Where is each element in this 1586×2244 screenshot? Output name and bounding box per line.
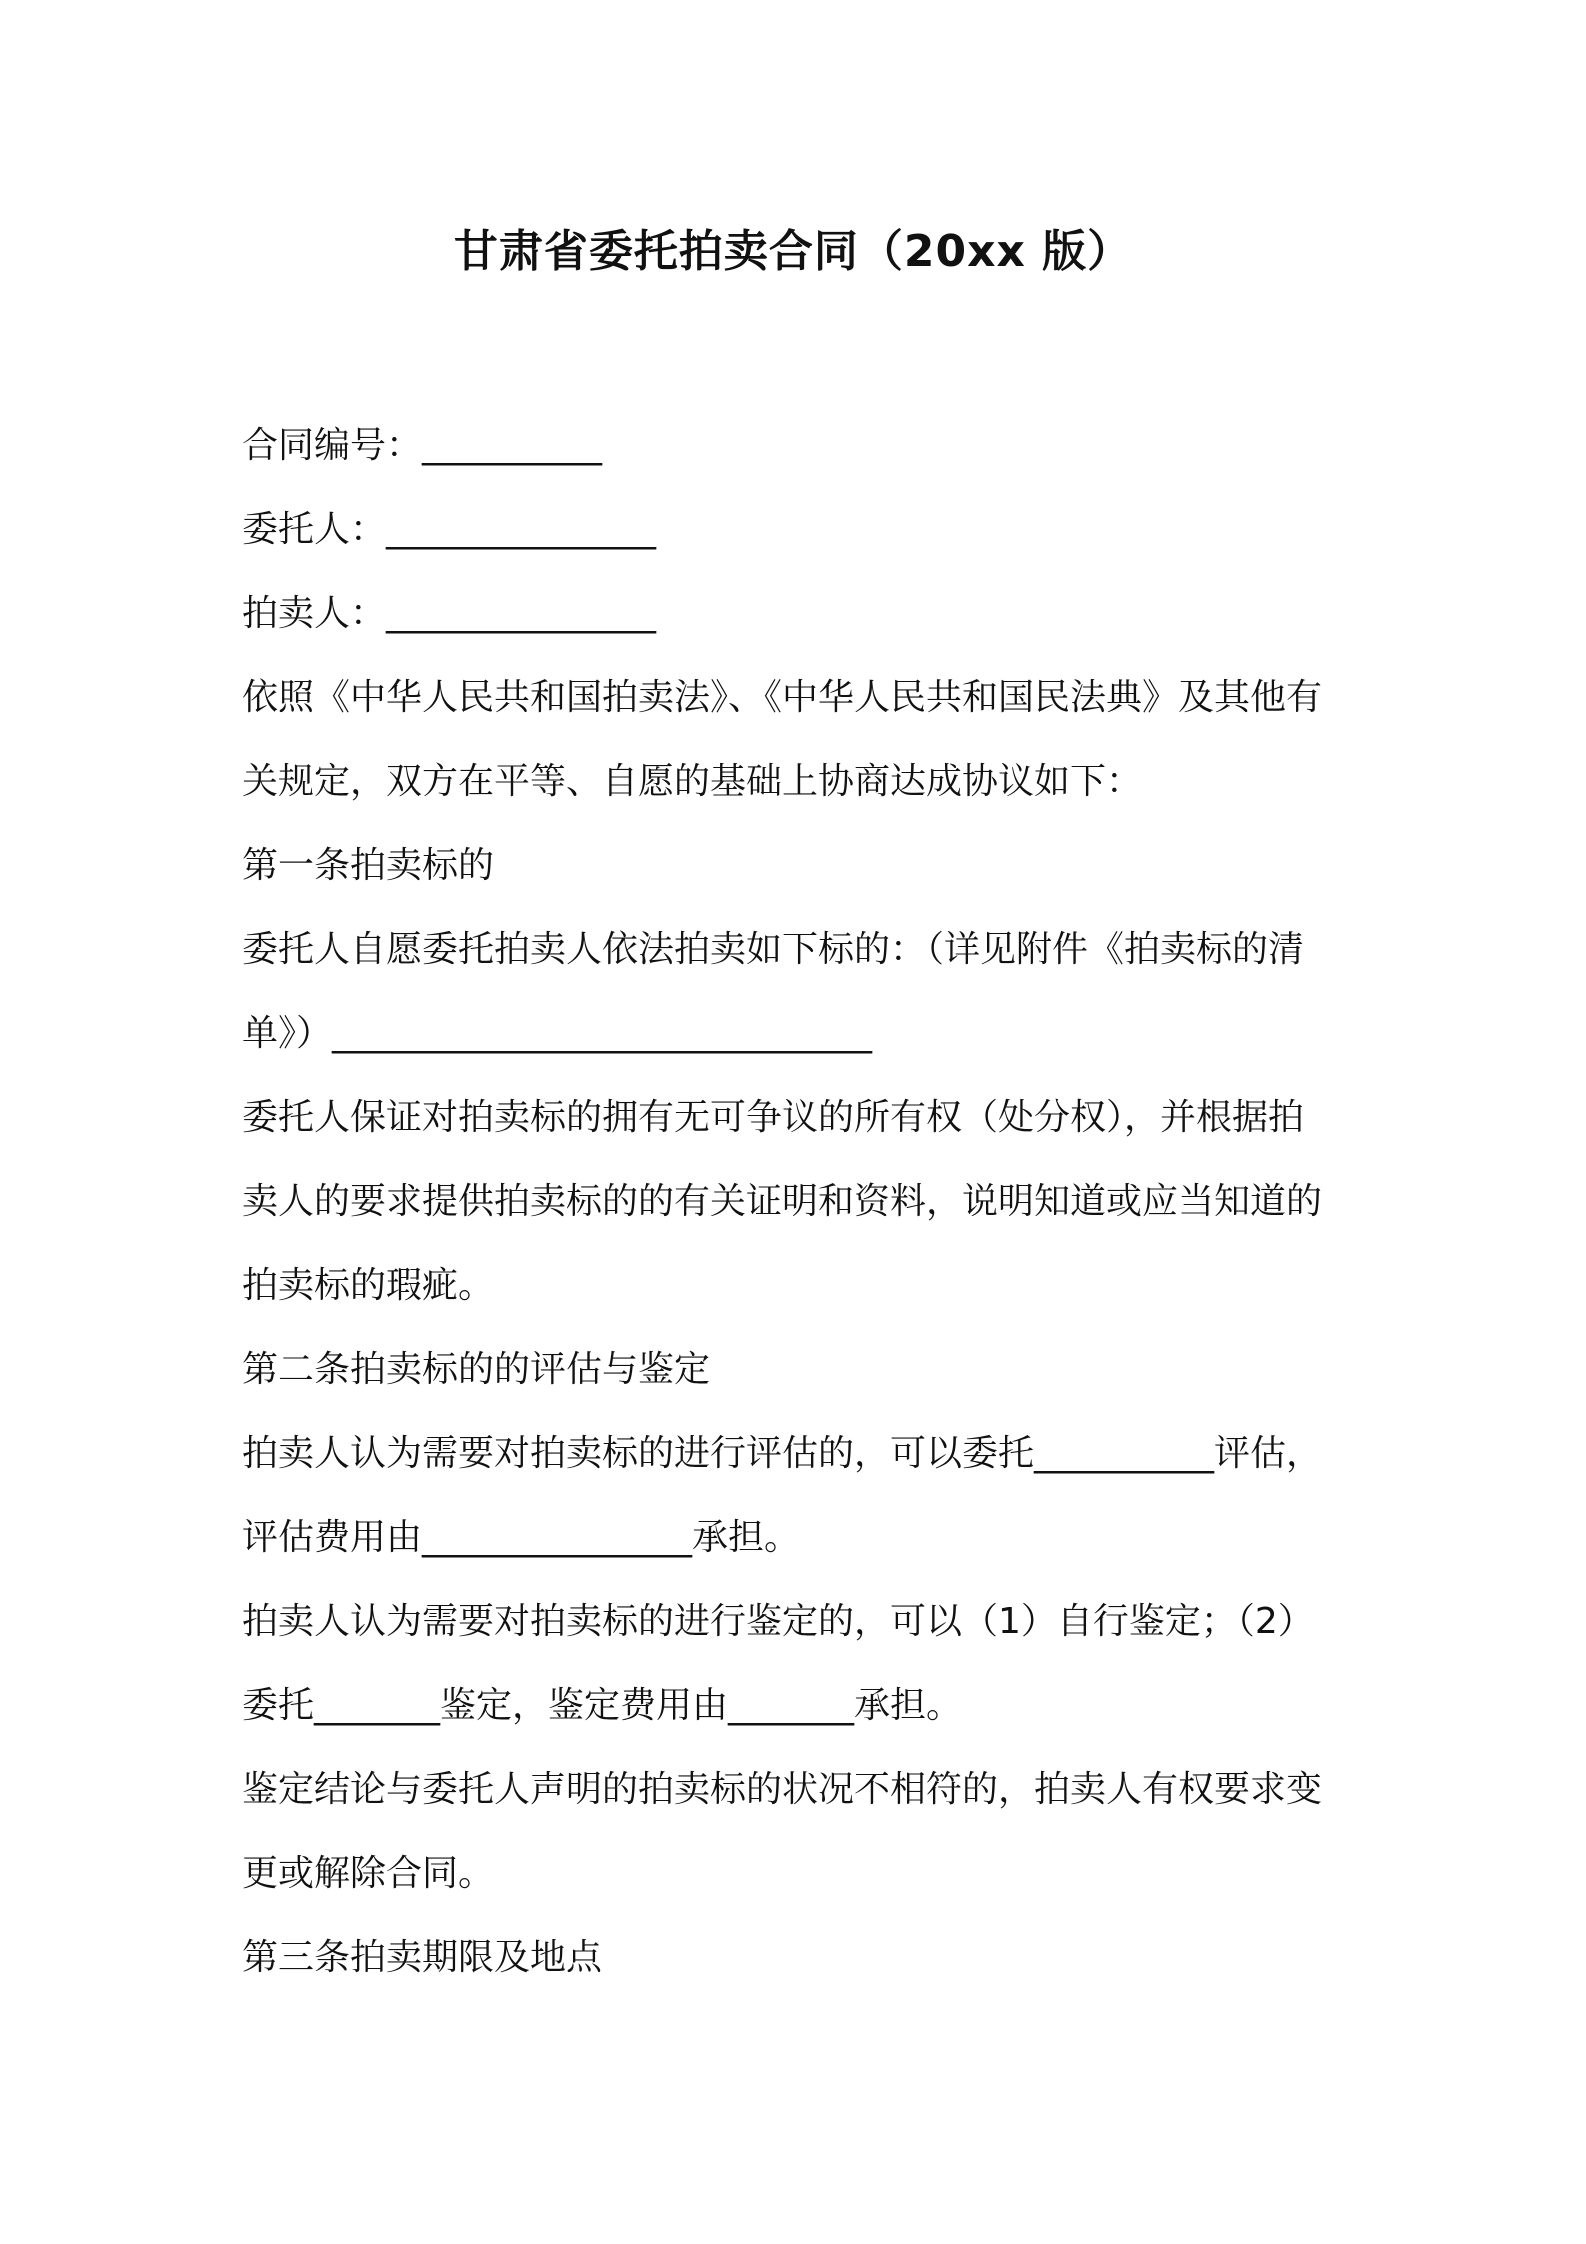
preamble-line-1: 依照《中华人民共和国拍卖法》、《中华人民共和国民法典》及其他有 [242, 677, 1323, 718]
article-2-heading: 第二条拍卖标的的评估与鉴定 [242, 1349, 711, 1390]
article-1-paragraph-1-line-2: 单》）______________________________ [242, 1013, 873, 1054]
document-body [242, 404, 1382, 2000]
article-2-paragraph-3-line-2: 更或解除合同。 [242, 1853, 495, 1894]
article-1-paragraph-1-line-1: 委托人自愿委托拍卖人依法拍卖如下标的：（详见附件《拍卖标的清 [242, 929, 1305, 970]
article-1-paragraph-2-line-3: 拍卖标的瑕疵。 [242, 1265, 495, 1306]
article-2-paragraph-2-line-2: 委托_______鉴定，鉴定费用由_______承担。 [242, 1685, 963, 1726]
article-2-paragraph-2-line-1: 拍卖人认为需要对拍卖标的进行鉴定的，可以（1）自行鉴定；（2） [242, 1601, 1314, 1642]
article-1-paragraph-2-line-2: 卖人的要求提供拍卖标的的有关证明和资料，说明知道或应当知道的 [242, 1181, 1323, 1222]
article-2-paragraph-1-line-1: 拍卖人认为需要对拍卖标的进行评估的，可以委托__________评估， [242, 1433, 1323, 1474]
article-1-paragraph-2-line-1: 委托人保证对拍卖标的拥有无可争议的所有权（处分权），并根据拍 [242, 1097, 1305, 1138]
preamble-line-2: 关规定，双方在平等、自愿的基础上协商达成协议如下： [242, 761, 1143, 802]
contract-number-line: 合同编号：__________ [242, 425, 603, 466]
auctioneer-line: 拍卖人：_______________ [242, 593, 657, 634]
article-2-paragraph-3-line-1: 鉴定结论与委托人声明的拍卖标的状况不相符的，拍卖人有权要求变 [242, 1769, 1323, 1810]
article-3-heading: 第三条拍卖期限及地点 [242, 1937, 603, 1978]
document-title: 甘肃省委托拍卖合同（20xx 版） [453, 226, 1133, 277]
article-1-heading: 第一条拍卖标的 [242, 845, 495, 886]
consignor-line: 委托人：_______________ [242, 509, 657, 550]
article-2-paragraph-1-line-2: 评估费用由_______________承担。 [242, 1517, 801, 1558]
